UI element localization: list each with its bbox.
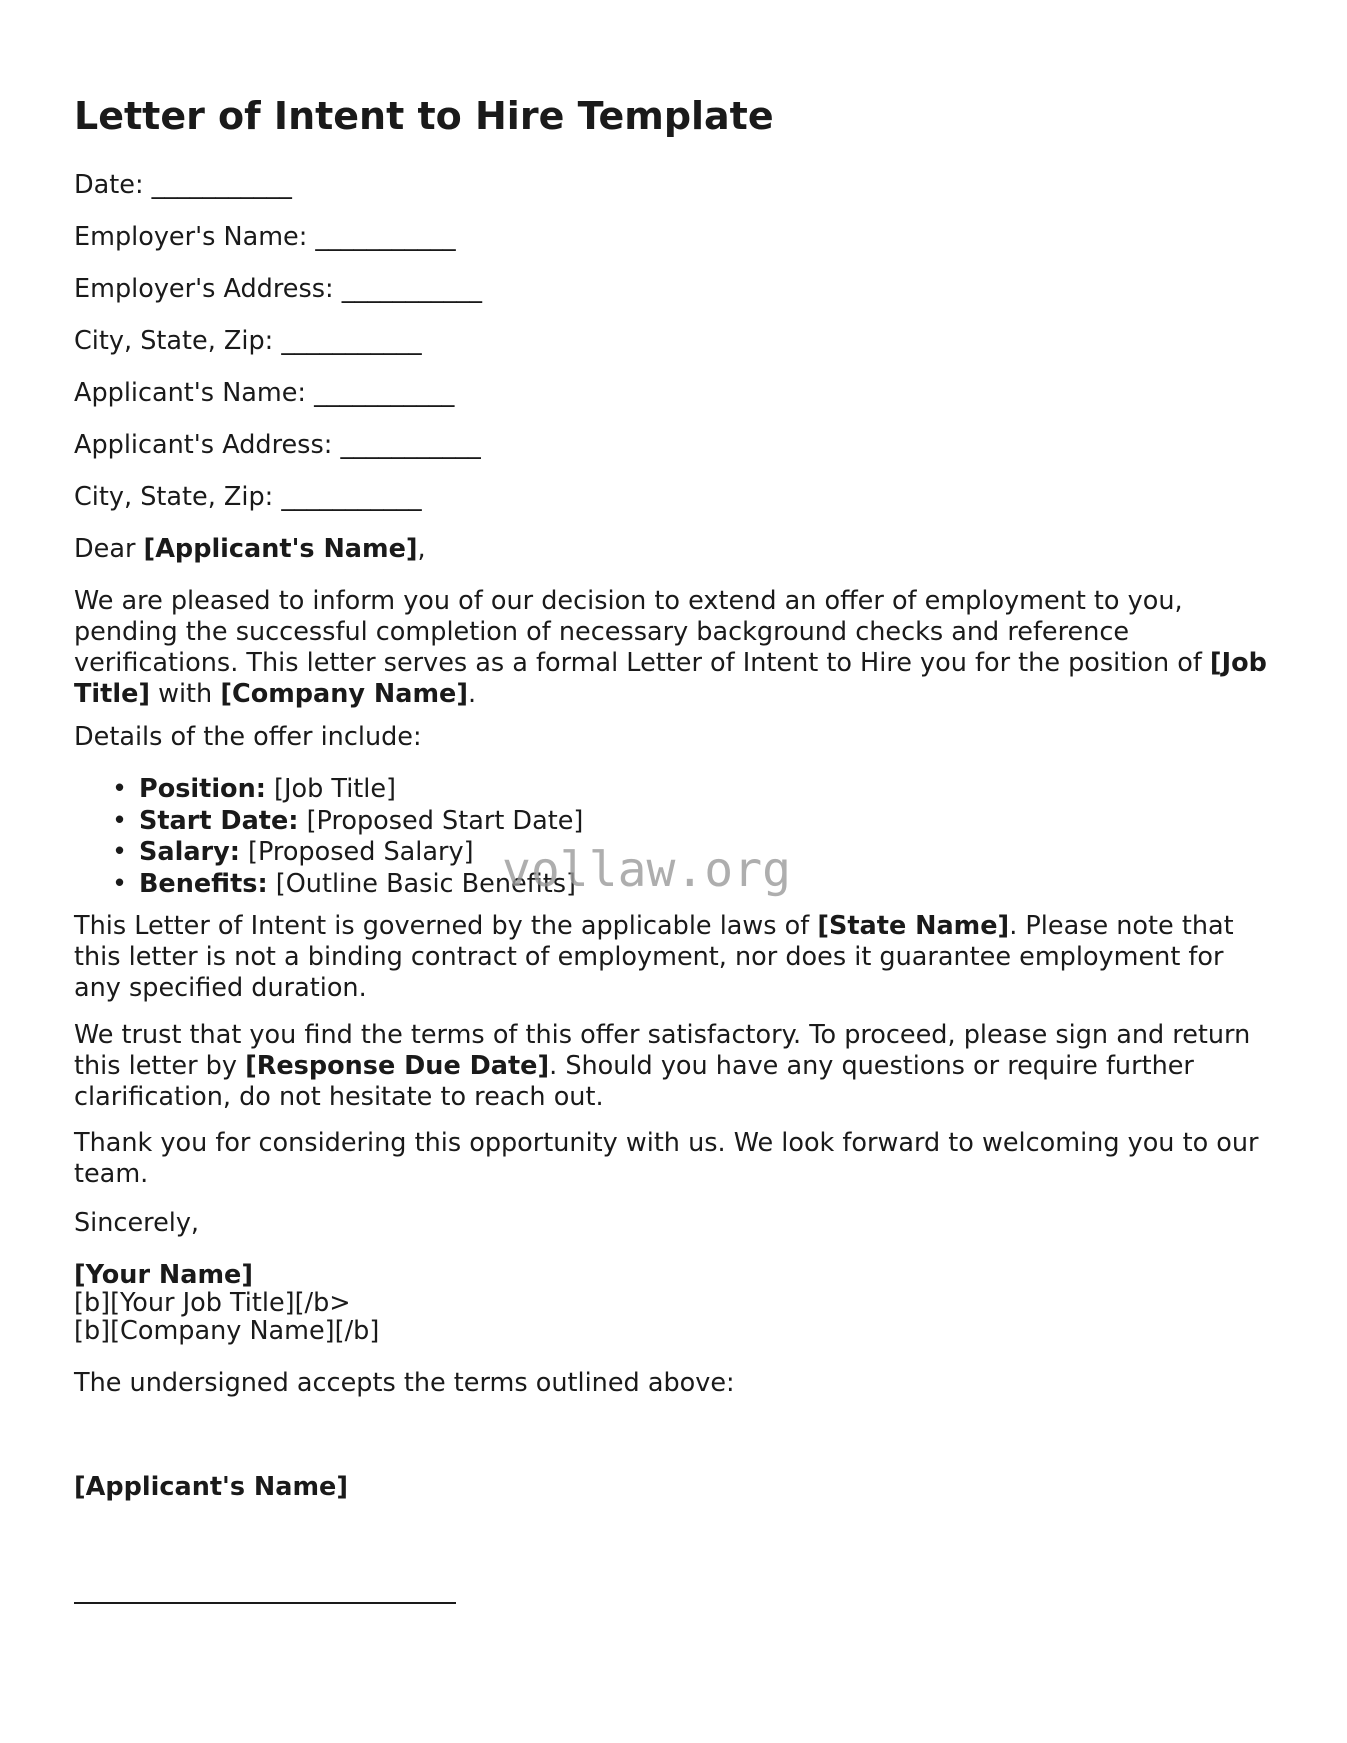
date-field: Date: ___________ bbox=[74, 170, 292, 200]
greeting bbox=[74, 534, 426, 565]
governing-before: This Letter of Intent is governed by the applicable laws of bbox=[74, 911, 818, 941]
terms-before: We trust that you find the terms of this offer satisfactory. To proceed, please sign and return this letter by bbox=[74, 1020, 1251, 1081]
intro-text: We are pleased to inform you of our decision to extend an offer of employment to you, pending the successful completion of necessary background checks and reference verifications. This letter serves as a formal Letter of Intent to Hire you for the position of bbox=[74, 586, 1210, 678]
detail-label: Position: bbox=[139, 774, 266, 804]
terms-after: . Should you have any questions or require further clarification, do not hesitate to reach out. bbox=[74, 1051, 1194, 1112]
detail-label: Benefits: bbox=[139, 868, 268, 899]
bullet-icon: • bbox=[112, 868, 128, 899]
signature-job-title: [b][Your Job Title][/b> bbox=[74, 1288, 351, 1318]
terms-paragraph bbox=[74, 1020, 1274, 1113]
closing: Sincerely, bbox=[74, 1208, 200, 1238]
signature-name-text: [Your Name] bbox=[74, 1260, 253, 1290]
applicant-city-field: City, State, Zip: ___________ bbox=[74, 482, 422, 512]
thanks-paragraph: Thank you for considering this opportunity with us. We look forward to welcoming you to our team. bbox=[74, 1128, 1259, 1189]
employer-address-field: Employer's Address: ___________ bbox=[74, 274, 482, 304]
bullet-icon: • bbox=[112, 805, 128, 836]
document-title: Letter of Intent to Hire Template bbox=[74, 94, 774, 138]
intro-job-title: [Job Title] bbox=[74, 648, 1267, 709]
governing-paragraph bbox=[74, 911, 1274, 1004]
detail-value: [Proposed Salary] bbox=[239, 837, 474, 867]
employer-city-field: City, State, Zip: ___________ bbox=[74, 326, 422, 356]
intro-end: . bbox=[467, 679, 477, 709]
details-heading: Details of the offer include: bbox=[74, 722, 422, 752]
intro-company: [Company Name] bbox=[220, 679, 468, 709]
acceptance-statement: The undersigned accepts the terms outlined above: bbox=[74, 1368, 735, 1398]
greeting-suffix: , bbox=[417, 534, 426, 564]
detail-value: [Outline Basic Benefits] bbox=[267, 868, 577, 899]
governing-after: . Please note that this letter is not a binding contract of employment, nor does it guarantee employment for any specified duration. bbox=[74, 911, 1234, 1003]
signature-company: [b][Company Name][/b] bbox=[74, 1316, 380, 1346]
detail-label: Start Date: bbox=[139, 805, 299, 836]
governing-state: [State Name] bbox=[817, 911, 1010, 941]
intro-with: with bbox=[150, 679, 221, 709]
detail-value: [Proposed Start Date] bbox=[298, 805, 584, 836]
greeting-name: [Applicant's Name] bbox=[143, 534, 418, 564]
bullet-icon: • bbox=[112, 774, 128, 804]
employer-name-field: Employer's Name: ___________ bbox=[74, 222, 456, 252]
signature-name bbox=[74, 1260, 253, 1291]
applicant-signature-text: [Applicant's Name] bbox=[74, 1472, 348, 1502]
detail-value: [Job Title] bbox=[265, 774, 397, 804]
watermark: vollaw.org bbox=[502, 842, 791, 898]
intro-paragraph bbox=[74, 586, 1274, 710]
list-item bbox=[112, 774, 583, 806]
applicant-name-field: Applicant's Name: ___________ bbox=[74, 378, 455, 408]
terms-due-date: [Response Due Date] bbox=[245, 1051, 550, 1081]
list-item bbox=[112, 805, 584, 838]
detail-label: Salary: bbox=[139, 837, 240, 867]
signature-line bbox=[74, 1602, 456, 1604]
bullet-icon: • bbox=[112, 837, 128, 867]
applicant-address-field: Applicant's Address: ___________ bbox=[74, 430, 481, 460]
applicant-signature-name bbox=[74, 1472, 348, 1503]
greeting-prefix: Dear bbox=[74, 534, 144, 564]
